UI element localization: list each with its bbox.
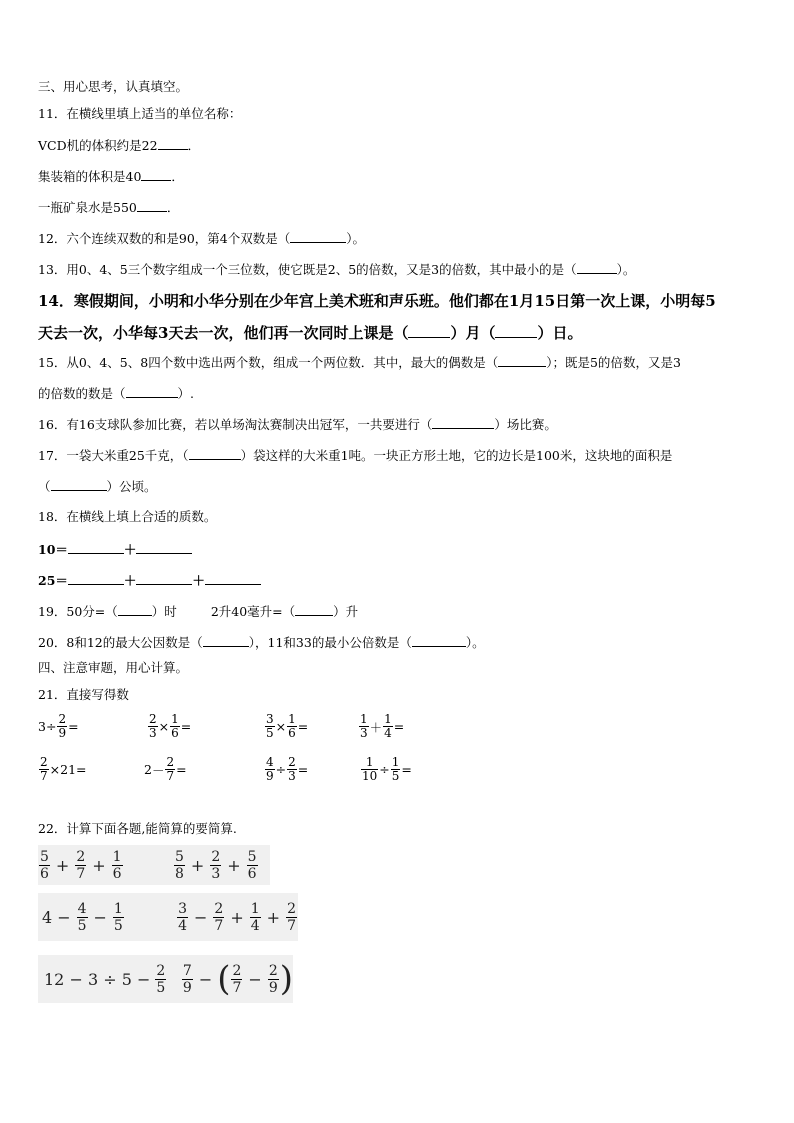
q21-expression-6: 2 － $\frac{2}{7}$ = — [144, 755, 187, 783]
question-11: 11．在横线里填上适当的单位名称： — [38, 106, 242, 121]
q22-expression-4: $\frac{3}{4}$ − $\frac{2}{7}$ + $\frac{1}{4}$ + $\frac{2}{7}$ — [178, 900, 296, 934]
fraction: $\frac{1}{5}$ — [113, 900, 123, 934]
question-13: 13．用0、4、5三个数字组成一个三位数，使它既是2、5的倍数，又是3的倍数，其中最小的是（ ）。 — [38, 262, 636, 277]
fraction: $\frac{4}{5}$ — [77, 900, 87, 934]
q22-expression-2: $\frac{5}{8}$ + $\frac{2}{3}$ + $\frac{5}{6}$ — [175, 848, 257, 882]
question-15-line-1: 15．从0、4、5、8四个数中选出两个数，组成一个两位数．其中，最大的偶数是（ ）；既是5的倍数，又是3 — [38, 355, 681, 370]
question-11-a: VCD机的体积约是22 ． — [38, 138, 201, 153]
question-18-b: 25＝ ＋ ＋ — [38, 571, 261, 590]
q22-row-2 — [38, 893, 298, 941]
answer-blank[interactable] — [158, 136, 188, 150]
answer-blank[interactable] — [577, 260, 617, 274]
q21-expression-5: $\frac{2}{7}$ ×21= — [40, 755, 87, 783]
question-16: 16．有16支球队参加比赛，若以单场淘汰赛制决出冠军，一共要进行（ ）场比赛。 — [38, 417, 557, 432]
question-11-b: 集装箱的体积是40 ． — [38, 169, 184, 184]
fraction: $\frac{5}{6}$ — [247, 848, 257, 882]
answer-blank[interactable] — [51, 477, 107, 491]
answer-blank[interactable] — [205, 571, 261, 585]
fraction: $\frac{5}{6}$ — [40, 848, 49, 882]
answer-blank[interactable] — [68, 571, 124, 585]
fraction: $\frac{2}{3}$ — [149, 712, 157, 740]
fraction: $\frac{2}{7}$ — [287, 900, 296, 934]
fraction: $\frac{1}{6}$ — [288, 712, 296, 740]
question-14-line-2: 天去一次，小华每3天去一次，他们再一次同时上课是（ ）月（ ）日。 — [38, 321, 582, 343]
q21-expression-2: $\frac{2}{3}$ × $\frac{1}{6}$ = — [149, 712, 192, 740]
fraction: $\frac{1}{4}$ — [250, 900, 260, 934]
fraction: $\frac{1}{6}$ — [171, 712, 179, 740]
answer-blank[interactable] — [203, 633, 249, 647]
answer-blank[interactable] — [137, 198, 167, 212]
q21-expression-1: 3 ÷ $\frac{2}{9}$ = — [38, 712, 79, 740]
fraction: $\frac{1}{10}$ — [362, 755, 378, 783]
fraction: $\frac{2}{9}$ — [268, 962, 278, 996]
fraction: $\frac{2}{9}$ — [58, 712, 67, 740]
question-14-line-1: 14．寒假期间，小明和小华分别在少年宫上美术班和声乐班。他们都在1月15日第一次上课，小明每5 — [38, 292, 716, 310]
fraction: $\frac{2}{7}$ — [166, 755, 175, 783]
fraction: $\frac{1}{6}$ — [112, 848, 122, 882]
fraction: $\frac{2}{5}$ — [156, 962, 166, 996]
question-17-line-1: 17．一袋大米重25千克，（ ）袋这样的大米重1吨。一块正方形土地，它的边长是100米，这块地的面积是 — [38, 448, 673, 463]
question-18: 18．在横线上填上合适的质数。 — [38, 509, 217, 524]
question-21: 21．直接写得数 — [38, 687, 129, 702]
fraction: $\frac{2}{7}$ — [232, 962, 242, 996]
answer-blank[interactable] — [136, 571, 192, 585]
fraction: $\frac{3}{5}$ — [266, 712, 274, 740]
q21-expression-4: $\frac{1}{3}$ ＋ $\frac{1}{4}$ = — [360, 712, 405, 740]
answer-blank[interactable] — [290, 229, 346, 243]
fraction: $\frac{1}{5}$ — [391, 755, 400, 783]
question-18-a: 10＝ ＋ — [38, 540, 192, 559]
q22-expression-6: $\frac{7}{9}$ − ( $\frac{2}{7}$ − $\frac{2}{9}$ ) — [182, 959, 293, 999]
answer-blank[interactable] — [432, 415, 494, 429]
question-20: 20．8和12的最大公因数是（ ），11和33的最小公倍数是（ ）。 — [38, 635, 485, 650]
fraction: $\frac{3}{4}$ — [178, 900, 188, 934]
answer-blank[interactable] — [141, 167, 171, 181]
answer-blank[interactable] — [295, 602, 333, 616]
fraction: $\frac{2}{7}$ — [214, 900, 224, 934]
answer-blank[interactable] — [498, 353, 546, 367]
question-17-line-2: （ ）公顷。 — [38, 479, 157, 494]
answer-blank[interactable] — [408, 321, 450, 338]
section-4-heading: 四、注意审题，用心计算。 — [38, 660, 189, 675]
fraction: $\frac{2}{3}$ — [288, 755, 296, 783]
q21-expression-3: $\frac{3}{5}$ × $\frac{1}{6}$ = — [266, 712, 309, 740]
answer-blank[interactable] — [495, 321, 537, 338]
q22-expression-3: 4 − $\frac{4}{5}$ − $\frac{1}{5}$ — [42, 900, 123, 934]
question-22: 22．计算下面各题,能简算的要简算. — [38, 821, 237, 836]
q22-expression-1: $\frac{5}{6}$ + $\frac{2}{7}$ + $\frac{1}{6}$ — [40, 848, 122, 882]
question-19: 19．50分=（ ）时 2升40毫升=（ ）升 — [38, 604, 359, 619]
answer-blank[interactable] — [118, 602, 152, 616]
q21-expression-8: $\frac{1}{10}$ ÷ $\frac{1}{5}$ = — [362, 755, 412, 783]
fraction: $\frac{2}{7}$ — [76, 848, 86, 882]
fraction: $\frac{1}{4}$ — [384, 712, 392, 740]
q22-expression-5: 12 − 3 ÷ 5 − $\frac{2}{5}$ — [44, 962, 166, 996]
section-3-heading: 三、用心思考，认真填空。 — [38, 79, 189, 94]
answer-blank[interactable] — [189, 446, 241, 460]
fraction: $\frac{1}{3}$ — [360, 712, 368, 740]
fraction: $\frac{4}{9}$ — [266, 755, 274, 783]
question-15-line-2: 的倍数的数是（ ）. — [38, 386, 194, 401]
question-11-c: 一瓶矿泉水是550 ． — [38, 200, 180, 215]
fraction: $\frac{2}{3}$ — [211, 848, 221, 882]
answer-blank[interactable] — [412, 633, 466, 647]
question-12: 12．六个连续双数的和是90，第4个双数是（ ）。 — [38, 231, 366, 246]
fraction: $\frac{2}{7}$ — [40, 755, 48, 783]
fraction: $\frac{7}{9}$ — [182, 962, 192, 996]
q22-row-1 — [38, 845, 270, 885]
answer-blank[interactable] — [126, 384, 178, 398]
q22-row-3 — [38, 955, 293, 1003]
answer-blank[interactable] — [136, 540, 192, 554]
q21-expression-7: $\frac{4}{9}$ ÷ $\frac{2}{3}$ = — [266, 755, 309, 783]
fraction: $\frac{5}{8}$ — [175, 848, 184, 882]
answer-blank[interactable] — [68, 540, 124, 554]
